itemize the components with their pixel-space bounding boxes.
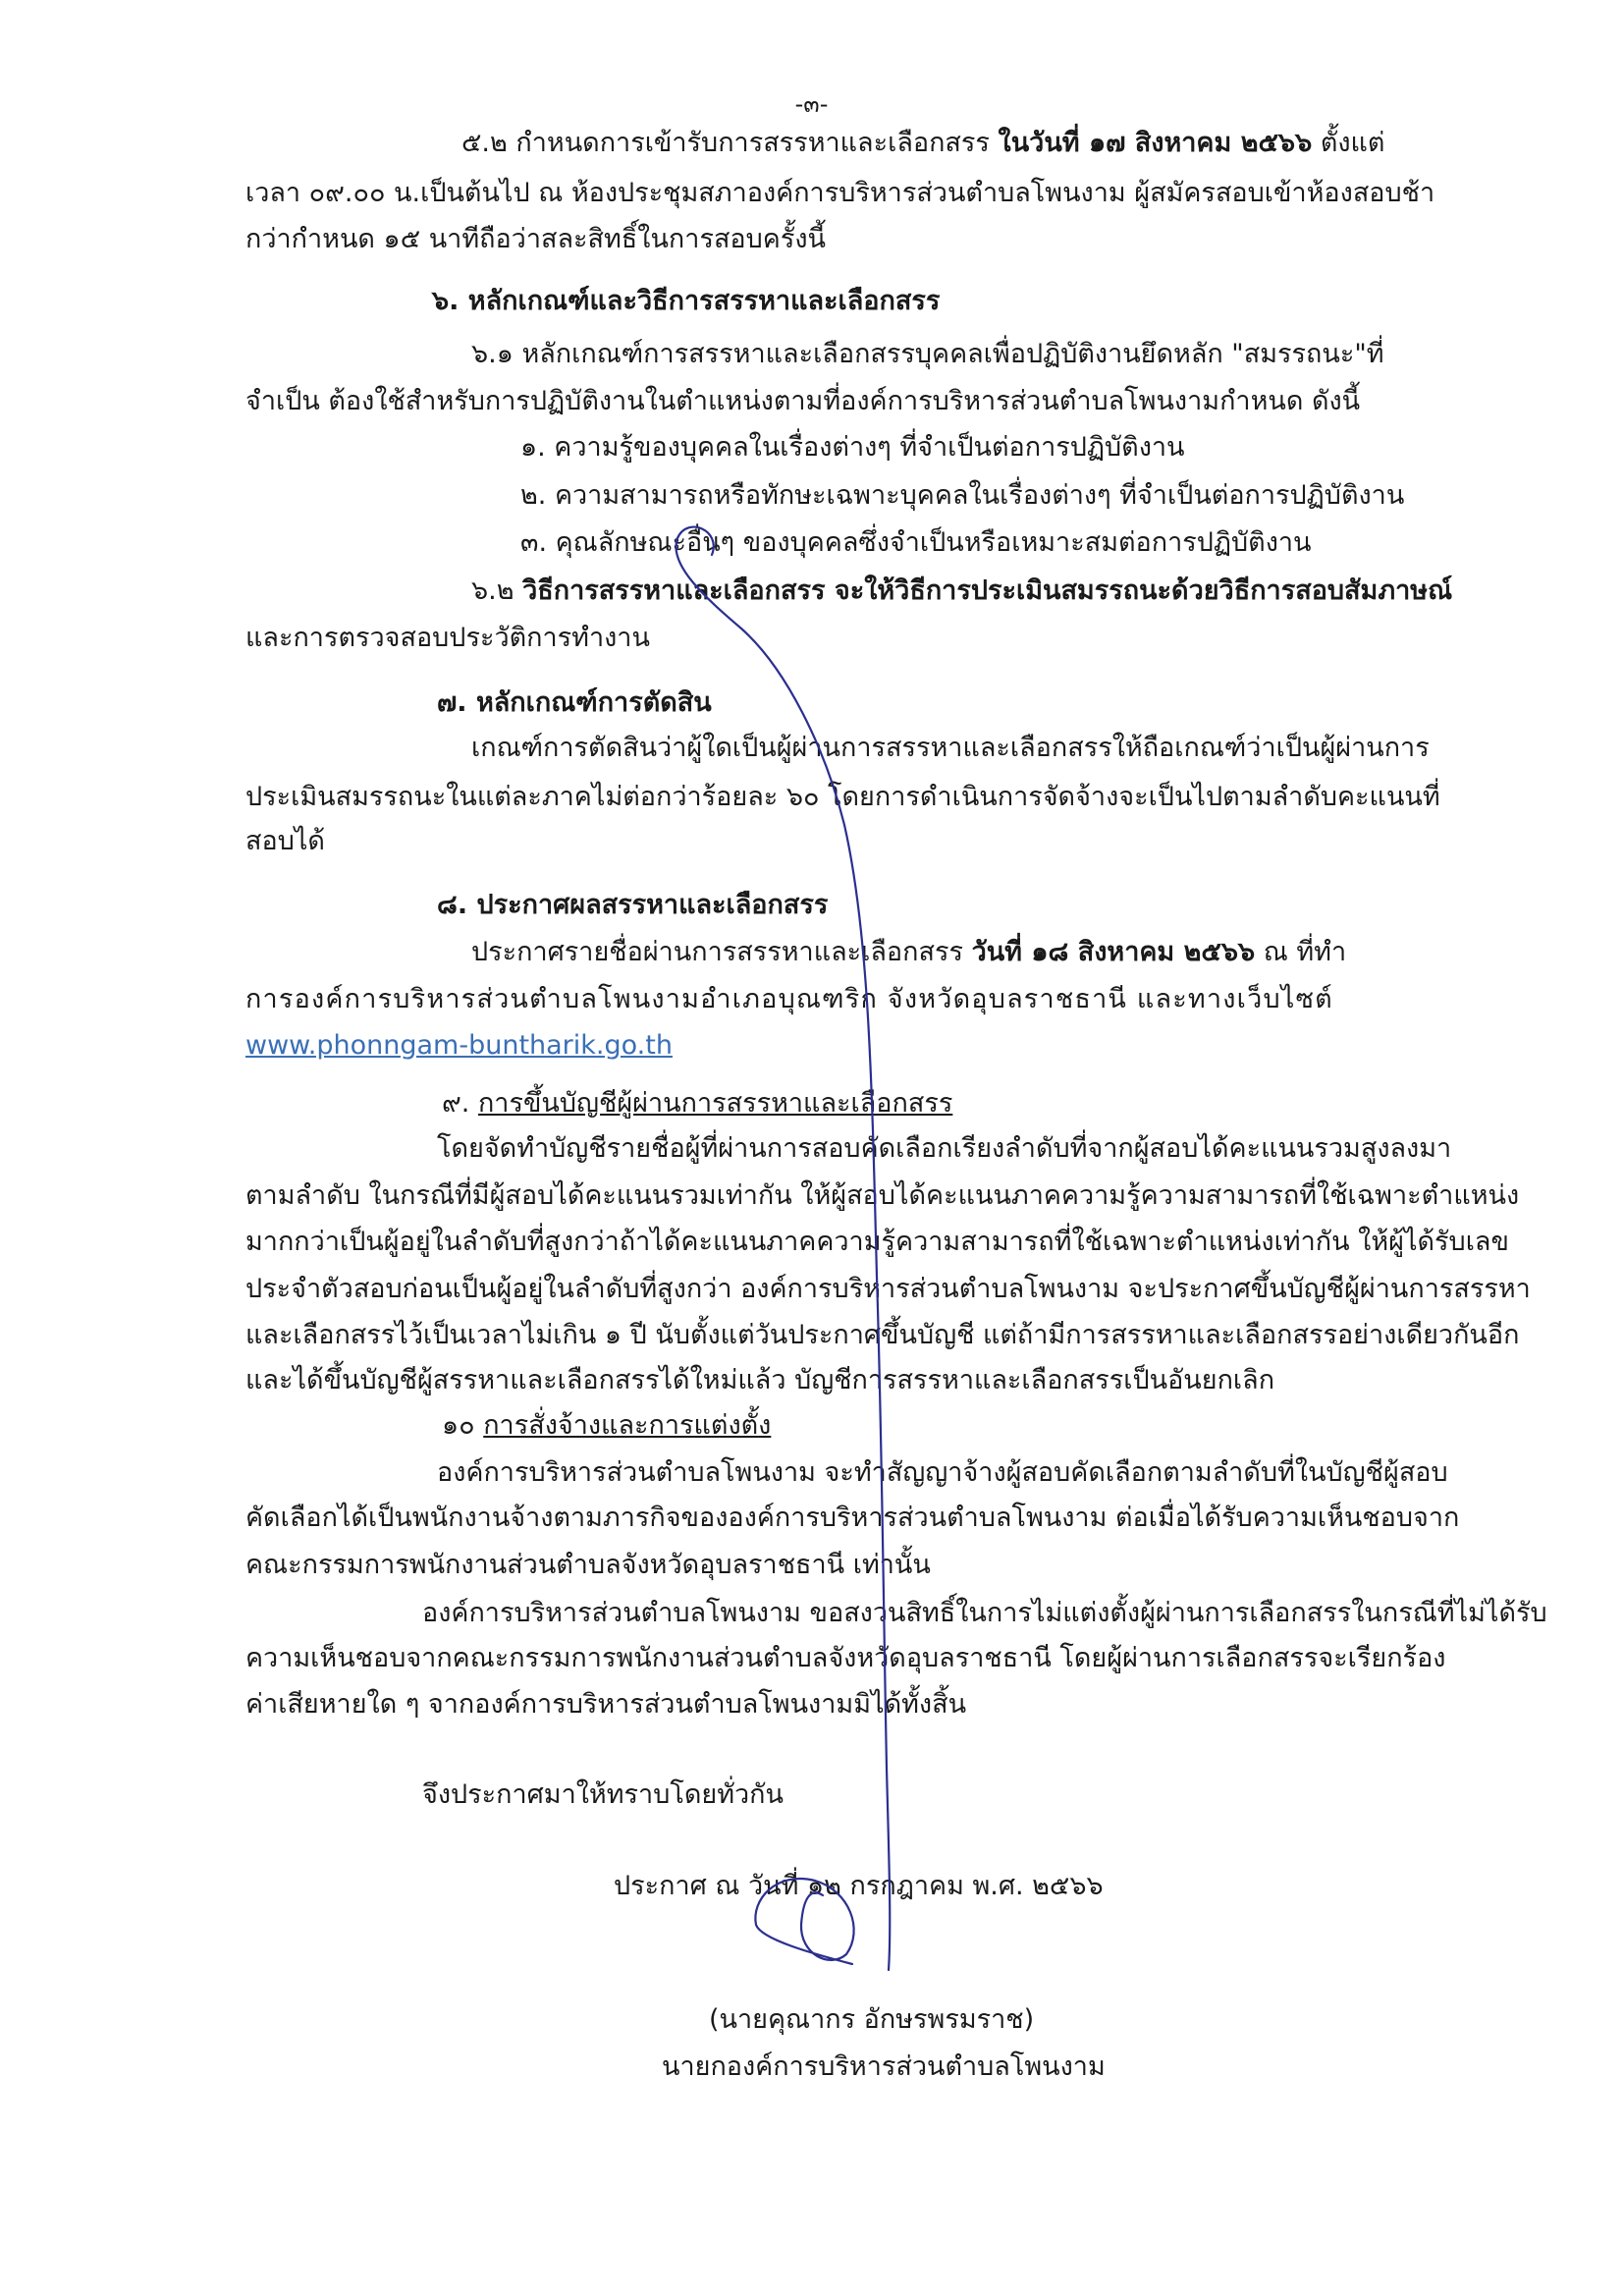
section-9-line: มากกว่าเป็นผู้อยู่ในลำดับที่สูงกว่าถ้าได้คะแนนภาคความรู้ความสามารถที่ใช้เฉพาะตำแหน่งเท่ากัน ให้ผู้ได้รับเลข — [245, 1227, 1509, 1257]
section-6-1-line1: ๖.๑ หลักเกณฑ์การสรรหาและเลือกสรรบุคคลเพื่อปฏิบัติงานยึดหลัก "สมรรถนะ"ที่ — [471, 339, 1384, 369]
section-5-2-text: ๕.๒ กำหนดการเข้ารับการสรรหาและเลือกสรร — [461, 128, 990, 158]
section-8-date: วันที่ ๑๘ สิงหาคม ๒๕๖๖ — [971, 937, 1256, 967]
section-9-line: ประจำตัวสอบก่อนเป็นผู้อยู่ในลำดับที่สูงกว่า องค์การบริหารส่วนตำบลโพนงาม จะประกาศขึ้นบัญชีผู้ผ่านการสรรหา — [245, 1274, 1531, 1304]
section-10-line: องค์การบริหารส่วนตำบลโพนงาม ขอสงวนสิทธิ์ในการไม่แต่งตั้งผู้ผ่านการเลือกสรรในกรณีที่ไม่ได้รับ — [422, 1598, 1547, 1628]
section-6-2-line1 — [471, 572, 1452, 611]
section-5-2-text-end: ตั้งแต่ — [1320, 128, 1385, 158]
section-9-line: โดยจัดทำบัญชีรายชื่อผู้ที่ผ่านการสอบคัดเลือกเรียงลำดับที่จากผู้สอบได้คะแนนรวมสูงลงมา — [437, 1133, 1452, 1164]
page-number: -๓- — [794, 90, 829, 118]
section-10-num: ๑๐ — [442, 1410, 484, 1441]
section-9-title: การขึ้นบัญชีผู้ผ่านการสรรหาและเลือกสรร — [477, 1088, 953, 1119]
section-8-text: ประกาศรายชื่อผ่านการสรรหาและเลือกสรร — [471, 937, 972, 967]
section-9-line: และได้ขึ้นบัญชีผู้สรรหาและเลือกสรรได้ใหม่แล้ว บัญชีการสรรหาและเลือกสรรเป็นอันยกเลิก — [245, 1365, 1275, 1395]
section-9-heading — [442, 1084, 952, 1123]
section-7-line1: เกณฑ์การตัดสินว่าผู้ใดเป็นผู้ผ่านการสรรหาและเลือกสรรให้ถือเกณฑ์ว่าเป็นผู้ผ่านการ — [471, 733, 1430, 763]
section-5-2-line1 — [461, 124, 1384, 163]
section-9-num: ๙. — [442, 1088, 478, 1119]
section-9-line: ตามลำดับ ในกรณีที่มีผู้สอบได้คะแนนรวมเท่ากัน ให้ผู้สอบได้คะแนนภาคความรู้ความสามารถที่ใช้เฉพาะตำแหน่ง — [245, 1180, 1520, 1211]
closing-text: จึงประกาศมาให้ทราบโดยทั่วกัน — [422, 1779, 784, 1810]
announce-date: ประกาศ ณ วันที่ ๑๒ กรกฎาคม พ.ศ. ๒๕๖๖ — [614, 1871, 1104, 1901]
website-link-line — [245, 1026, 673, 1066]
section-6-2-line2: และการตรวจสอบประวัติการทำงาน — [245, 623, 650, 653]
website-link[interactable]: www.phonngam-buntharik.go.th — [245, 1030, 673, 1061]
section-8-line2: การองค์การบริหารส่วนตำบลโพนงามอำเภอบุณฑริก จังหวัดอุบลราชธานี และทางเว็บไซต์ — [245, 984, 1333, 1014]
section-9-line: และเลือกสรรไว้เป็นเวลาไม่เกิน ๑ ปี นับตั้งแต่วันประกาศขึ้นบัญชี แต่ถ้ามีการสรรหาและเลือกสรรอย่างเดียวกันอีก — [245, 1320, 1520, 1350]
section-10-line: ค่าเสียหายใด ๆ จากองค์การบริหารส่วนตำบลโพนงามมิได้ทั้งสิ้น — [245, 1689, 967, 1720]
signer-name: (นายคุณากร อักษรพรมราช) — [709, 2004, 1035, 2035]
section-10-title: การสั่งจ้างและการแต่งตั้ง — [483, 1410, 772, 1441]
section-10-line: ความเห็นชอบจากคณะกรรมการพนักงานส่วนตำบลจังหวัดอุบลราชธานี โดยผู้ผ่านการเลือกสรรจะเรียกร้อง — [245, 1643, 1446, 1673]
section-6-2-num: ๖.๒ — [471, 575, 523, 606]
criteria-item: ๒. ความสามารถหรือทักษะเฉพาะบุคคลในเรื่องต่างๆ ที่จำเป็นต่อการปฏิบัติงาน — [520, 480, 1405, 511]
criteria-item: ๑. ความรู้ของบุคคลในเรื่องต่างๆ ที่จำเป็นต่อการปฏิบัติงาน — [520, 432, 1185, 463]
section-8-line1 — [471, 933, 1346, 972]
section-10-line: คณะกรรมการพนักงานส่วนตำบลจังหวัดอุบลราชธานี เท่านั้น — [245, 1550, 931, 1580]
section-5-2-line3: กว่ากำหนด ๑๕ นาทีถือว่าสละสิทธิ์ในการสอบครั้งนี้ — [245, 224, 826, 254]
section-8-heading: ๘. ประกาศผลสรรหาและเลือกสรร — [437, 890, 829, 920]
criteria-item: ๓. คุณลักษณะอื่นๆ ของบุคคลซึ่งจำเป็นหรือเหมาะสมต่อการปฏิบัติงาน — [520, 527, 1312, 558]
signer-title: นายกองค์การบริหารส่วนตำบลโพนงาม — [662, 2051, 1106, 2082]
section-10-heading — [442, 1406, 771, 1446]
section-5-2-line2: เวลา ๐๙.๐๐ น.เป็นต้นไป ณ ห้องประชุมสภาองค์การบริหารส่วนตำบลโพนงาม ผู้สมัครสอบเข้าห้องสอบช้า — [245, 178, 1435, 208]
section-6-heading: ๖. หลักเกณฑ์และวิธีการสรรหาและเลือกสรร — [432, 286, 941, 316]
section-6-1-line2: จำเป็น ต้องใช้สำหรับการปฏิบัติงานในตำแหน่งตามที่องค์การบริหารส่วนตำบลโพนงามกำหนด ดังนี้ — [245, 386, 1361, 416]
section-5-2-date: ในวันที่ ๑๗ สิงหาคม ๒๕๖๖ — [998, 128, 1313, 158]
section-10-line: องค์การบริหารส่วนตำบลโพนงาม จะทำสัญญาจ้างผู้สอบคัดเลือกตามลำดับที่ในบัญชีผู้สอบ — [437, 1457, 1448, 1488]
section-6-2-text: วิธีการสรรหาและเลือกสรร จะให้วิธีการประเมินสมรรถนะด้วยวิธีการสอบสัมภาษณ์ — [522, 575, 1453, 606]
section-10-line: คัดเลือกได้เป็นพนักงานจ้างตามภารกิจขององค์การบริหารส่วนตำบลโพนงาม ต่อเมื่อได้รับความเห็นชอบจาก — [245, 1503, 1460, 1533]
section-7-line2: ประเมินสมรรถนะในแต่ละภาคไม่ต่อกว่าร้อยละ ๖๐ โดยการดำเนินการจัดจ้างจะเป็นไปตามลำดับคะแนนที่ — [245, 782, 1440, 812]
section-7-heading: ๗. หลักเกณฑ์การตัดสิน — [437, 687, 712, 718]
section-7-line3: สอบได้ — [245, 826, 325, 856]
section-8-text-end: ณ ที่ทำ — [1255, 937, 1347, 967]
